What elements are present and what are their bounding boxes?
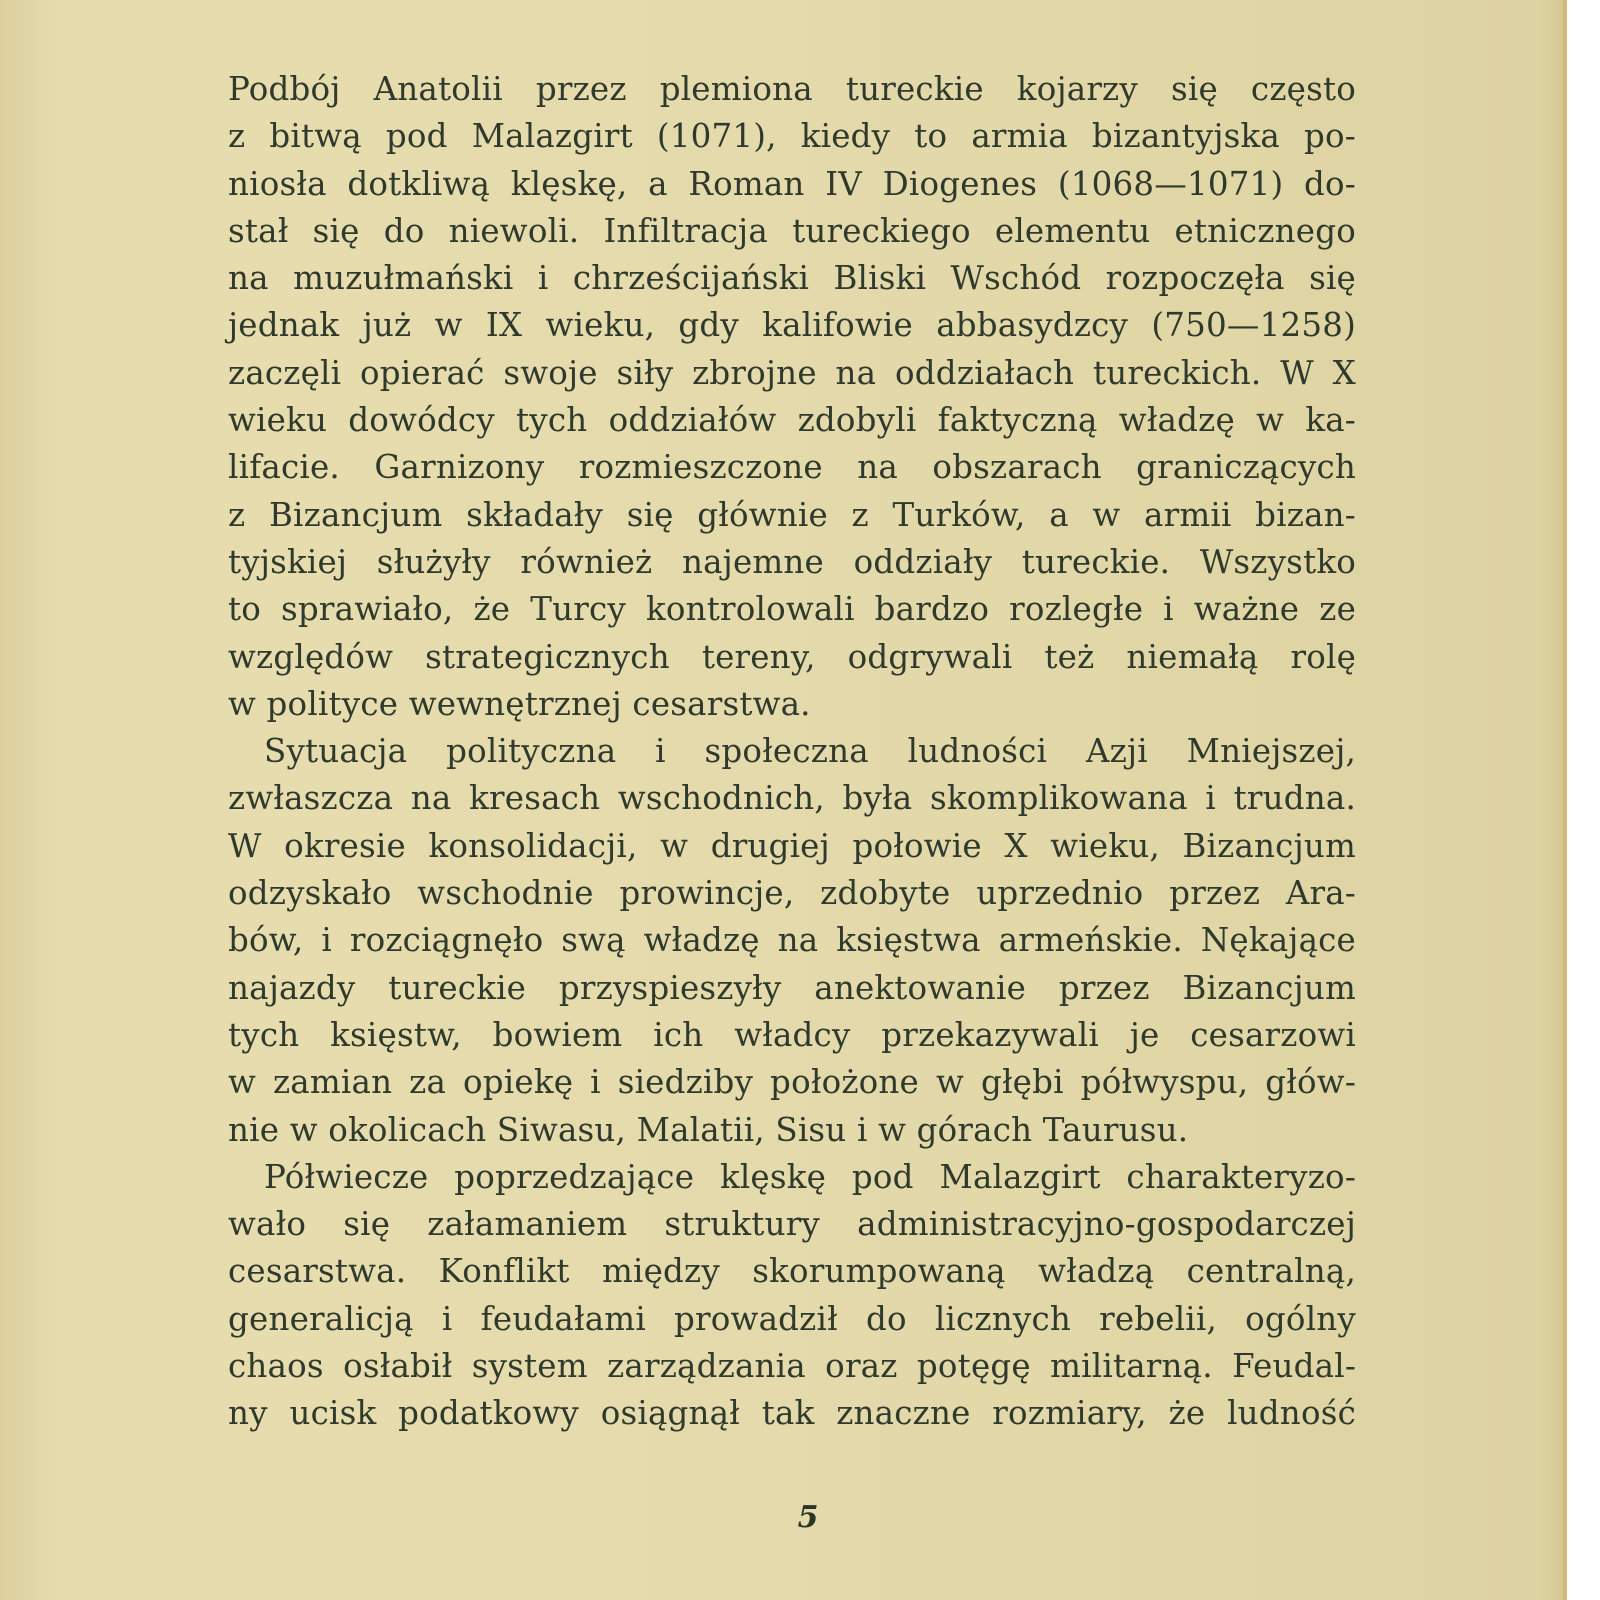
text-line: odzyskało wschodnie prowincje, zdobyte uprzednio przez Ara- (228, 874, 1356, 913)
text-line: zaczęli opierać swoje siły zbrojne na oddziałach tureckich. W X (228, 353, 1356, 392)
text-line: tych księstw, bowiem ich władcy przekazywali je cesarzowi (228, 1015, 1356, 1054)
text-line: lifacie. Garnizony rozmieszczone na obszarach graniczących (228, 448, 1356, 487)
text-line: na muzułmański i chrześcijański Bliski Wschód rozpoczęła się (228, 259, 1356, 298)
text-line: cesarstwa. Konflikt między skorumpowaną władzą centralną, (228, 1252, 1356, 1291)
body-text (228, 66, 1356, 1438)
page-number: 5 (797, 1500, 819, 1535)
text-line: jednak już w IX wieku, gdy kalifowie abbasydzcy (750—1258) (228, 306, 1356, 345)
text-line: bów, i rozciągnęło swą władzę na księstwa armeńskie. Nękające (228, 921, 1356, 960)
paragraph-1 (228, 66, 1356, 728)
text-line: nie w okolicach Siwasu, Malatii, Sisu i w górach Taurusu. (228, 1110, 1189, 1149)
text-line: tyjskiej służyły również najemne oddziały tureckie. Wszystko (228, 542, 1356, 581)
text-line: z bitwą pod Malazgirt (1071), kiedy to armia bizantyjska po- (228, 117, 1356, 156)
text-line: w polityce wewnętrznej cesarstwa. (228, 684, 811, 723)
text-line: Podbój Anatolii przez plemiona tureckie kojarzy się często (228, 70, 1356, 108)
text-line: względów strategicznych tereny, odgrywali też niemałą rolę (228, 637, 1356, 676)
text-line: wieku dowódcy tych oddziałów zdobyli faktyczną władzę w ka- (228, 401, 1356, 440)
text-line: chaos osłabił system zarządzania oraz potęgę militarną. Feudal- (228, 1347, 1356, 1386)
text-line: w zamian za opiekę i siedziby położone w głębi półwyspu, głów- (228, 1063, 1356, 1102)
text-line: Półwiecze poprzedzające klęskę pod Malazgirt charakteryzo- (264, 1157, 1356, 1196)
text-line: z Bizancjum składały się głównie z Turków, a w armii bizan- (228, 495, 1356, 534)
gutter-shadow (0, 0, 62, 1600)
text-line: wało się załamaniem struktury administracyjno-gospodarczej (228, 1205, 1356, 1244)
page-edge (1563, 0, 1567, 1600)
text-line: stał się do niewoli. Infiltracja tureckiego elementu etnicznego (228, 211, 1356, 250)
text-line: W okresie konsolidacji, w drugiej połowie X wieku, Bizancjum (228, 826, 1356, 865)
text-line: to sprawiało, że Turcy kontrolowali bardzo rozległe i ważne ze (228, 590, 1356, 629)
paragraph-2 (228, 728, 1356, 1154)
text-line: niosła dotkliwą klęskę, a Roman IV Diogenes (1068—1071) do- (228, 164, 1356, 203)
text-line: Sytuacja polityczna i społeczna ludności Azji Mniejszej, (264, 732, 1356, 771)
text-line: ny ucisk podatkowy osiągnął tak znaczne rozmiary, że ludność (228, 1394, 1356, 1433)
text-line: generalicją i feudałami prowadził do licznych rebelii, ogólny (228, 1299, 1356, 1338)
text-line: najazdy tureckie przyspieszyły anektowanie przez Bizancjum (228, 968, 1356, 1007)
text-line: zwłaszcza na kresach wschodnich, była skomplikowana i trudna. (228, 779, 1356, 818)
paragraph-3 (228, 1154, 1356, 1438)
